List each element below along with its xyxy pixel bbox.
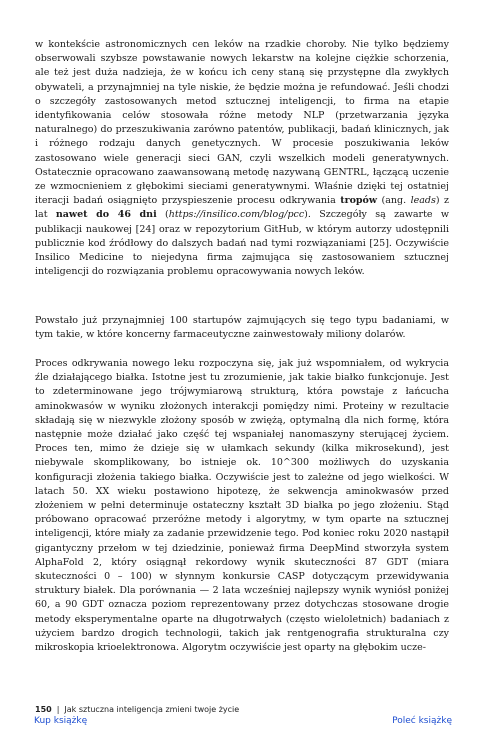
bold-term-leads: tropów [340,195,378,207]
paragraph-3-text: Proces odkrywania nowego leku rozpoczyna się, jak już wspomniałem, od wykrycia źle działającego białka. Istotne jest tu zrozumienie, jak takie białko funkcjonuje. Jest to zdeterminowane jego trójwymiarową strukturą, która powstaje z łańcucha aminokwasów w wyniku złożonych interakcji pomiędzy nimi. Proteiny w rezultacie składają się w niezwykle złożony sposób w zwiężą, optymalną dla nich formę, która następnie może działać jako część tej wspaniałej nanomaszyny sterującej życiem. Proces ten, mimo że dzieje się w ułamkach sekundy (kilka mikrosekund), jest niebywale skomplikowany, bo istnieje ok. 10^300 możliwych do uzyskania konfiguracji złożenia takiego białka. Oczywiście jest to zależne od jego wielkości. W latach 50. XX wieku postawiono hipotezę, że sekwencja aminokwasów przed złożeniem w pełni determinuje ostateczny kształt 3D białka po jego złożeniu. Stąd próbowano opracować przeróżne metody i algorytmy, w tym oparte na sztucznej inteligencji, które miały za zadanie przewidzenie tego. Pod koniec roku 2020 nastąpił gigantyczny przełom w tej dziedzinie, ponieważ firma DeepMind stworzyła system AlphaFold 2, który osiągnął rekordowy wynik skuteczności 87 GDT (miara skuteczności 0 – 100) w słynnym konkursie CASP dotyczącym przewidywania struktury białek. Dla porównania — 2 lata wcześniej najlepszy wynik wyniósł poniżej 60, a 90 GDT oznacza poziom reprezentowany przez dotychczas stosowane drogie metody eksperymentalne oparte na długotrwałych (często wieloletnich) badaniach z użyciem bardzo drogich technologii, takich jak rentgenografia strukturalna czy mikroskopia krioelektronowa. Algorytm oczywiście jest oparty na głębokim ucze- [35,358,449,654]
text-run: ) z lat [35,195,449,221]
page-footer [35,705,239,714]
bold-46-days: nawet do 46 dni [55,209,157,221]
text-run: (ang. [377,195,411,207]
paragraph-3 [35,357,449,655]
page-number: 150 [35,705,52,714]
text-run: ( [156,209,169,221]
paragraph-2-text: Powstało już przynajmniej 100 startupów zajmujących się tego typu badaniami, w tym takie, w które koncerny farmaceutyczne zainwestowały miliony dolarów. [35,315,449,341]
italic-term-leads: leads [410,195,436,207]
text-run: w kontekście astronomicznych cen leków na rzadkie choroby. Nie tylko będziemy obserwowali szybsze powstawanie nowych lekarstw na kolejne ciężkie schorzenia, ale też jest duża nadzieja, że w końcu ich ceny staną się przystępne dla zwykłych obywateli, a przynajmniej na tyle niskie, że będzie można je refundować. Jeśli chodzi o szczegóły zastosowanych metod sztucznej inteligencji, to firma na etapie identyfikowania celów stosowała różne metody NLP (przetwarzania języka naturalnego) do przeszukiwania zarówno patentów, publikacji, badań klinicznych, jak i różnego rodzaju danych genetycznych. W procesie poszukiwania leków zastosowano wiele generacji sieci GAN, czyli wszelkich modeli generatywnych. Ostatecznie opracowano zaawansowaną metodę nazywaną GENTRL, łączącą uczenie ze wzmocnieniem z głębokimi sieciami generatywnymi. Właśnie dzięki tej ostatniej iteracji badań osiągnięto przyspieszenie procesu odkrywania [35,39,449,207]
footer-separator: | [56,705,60,714]
paragraph-1 [35,38,449,279]
insilico-url: https://insilico.com/blog/pcc [168,209,305,221]
text-run: ). Szczegóły są zawarte w publikacji naukowej [24] oraz w repozytorium GitHub, w którym autorzy udostępnili publicznie kod źródłowy do dalszych badań nad tymi rozwiązaniami [25]. Oczywiście Insilico Medicine to niejedyna firma zajmująca się zastosowaniem sztucznej inteligencji do rozwiązania problemu opracowywania nowych leków. [35,209,449,278]
paragraph-1-text [35,38,449,279]
paragraph-2 [35,314,449,342]
recommend-book-link[interactable]: Poleć książkę [392,716,452,726]
book-title: Jak sztuczna inteligencja zmieni twoje życie [64,705,240,714]
buy-book-link[interactable]: Kup książkę [34,716,88,726]
